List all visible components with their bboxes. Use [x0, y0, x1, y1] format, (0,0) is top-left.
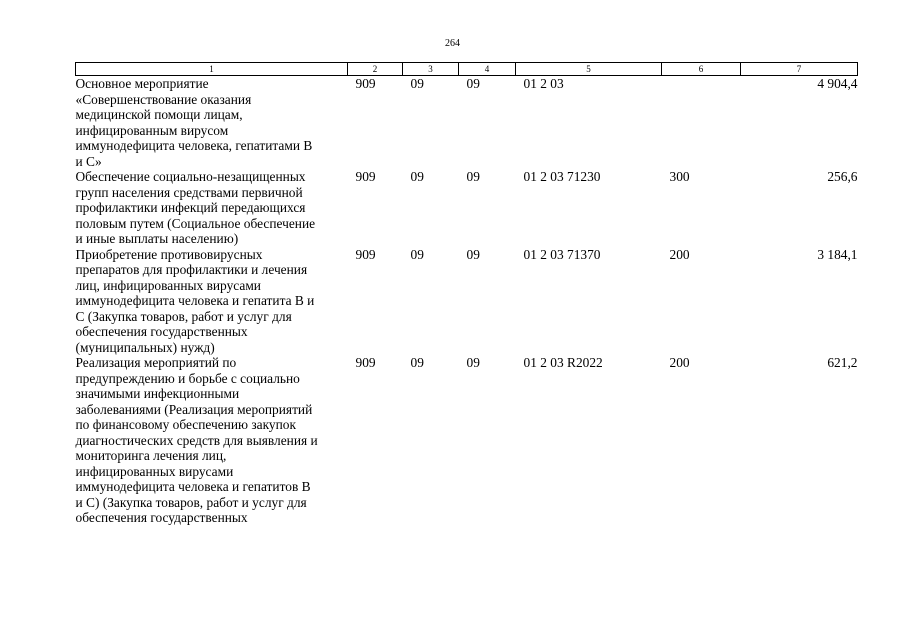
row-name-line: диагностических средств для выявления и [75, 432, 318, 448]
table-header [76, 63, 858, 76]
row-subsection-code: 09 [466, 246, 480, 262]
row-name-cell [76, 247, 348, 356]
row-name-line: (муниципальных) нужд) [75, 339, 215, 355]
row-section-code: 09 [410, 76, 424, 91]
row-ministry-code: 909 [355, 355, 376, 370]
row-target-article-code: 01 2 03 R2022 [523, 355, 603, 370]
row-name-line: и С» [75, 153, 102, 169]
row-name-line: Обеспечение социально-незащищенных [75, 169, 306, 184]
row-name-line: половым путем (Социальное обеспечение [75, 215, 316, 231]
row-name-line: иммунодефицита человека, гепатитами В [75, 138, 313, 153]
row-target-article-code: 01 2 03 71370 [523, 246, 601, 262]
table-body [76, 76, 858, 526]
table-row [76, 247, 858, 356]
row-name-line: препаратов для профилактики и лечения [75, 262, 308, 277]
row-name-line: «Совершенствование оказания [75, 91, 252, 107]
row-amount: 256,6 [827, 169, 858, 184]
row-name-line: Основное мероприятие [75, 76, 209, 91]
page-number: 264 [445, 38, 460, 49]
row-subsection-code: 09 [466, 169, 480, 184]
row-name-line: мониторинга лечения лиц, [75, 448, 227, 463]
row-name-line: и С) (Закупка товаров, работ и услуг для [75, 494, 307, 510]
row-section-code: 09 [410, 246, 424, 262]
row-name-line: обеспечения государственных [75, 324, 248, 339]
table-row [76, 169, 858, 247]
row-name-line: предупреждению и борьбе с социально [75, 370, 300, 386]
row-ministry-code: 909 [355, 246, 376, 262]
table-row [76, 355, 858, 526]
header-row [76, 63, 858, 76]
table-row [76, 76, 858, 170]
row-name-line: иммунодефицита человека и гепатита В и [75, 293, 315, 308]
row-name-line: групп населения средствами первичной [75, 184, 303, 200]
row-subsection-code: 09 [466, 76, 480, 91]
header-col-3: 3 [403, 63, 459, 76]
row-expense-type-code: 200 [669, 355, 690, 370]
header-col-5: 5 [516, 63, 662, 76]
row-name-cell [76, 169, 348, 247]
row-name-line: Реализация мероприятий по [75, 355, 237, 370]
row-target-article-code: 01 2 03 71230 [523, 169, 601, 184]
row-name-line: С (Закупка товаров, работ и услуг для [75, 308, 292, 324]
row-name-line: медицинской помощи лицам, [75, 107, 243, 122]
row-amount: 3 184,1 [817, 246, 858, 262]
row-name-line: лиц, инфицированных вирусами [75, 277, 261, 293]
row-target-article-code: 01 2 03 [523, 76, 564, 91]
row-name-line: заболеваниями (Реализация мероприятий [75, 401, 313, 417]
row-expense-type-code: 200 [669, 246, 690, 262]
row-name-line: профилактики инфекций передающихся [75, 200, 306, 215]
row-expense-type-code: 300 [669, 169, 690, 184]
row-amount: 4 904,4 [817, 76, 858, 91]
header-col-6: 6 [662, 63, 741, 76]
row-subsection-code: 09 [466, 355, 480, 370]
row-name-line: Приобретение противовирусных [75, 246, 263, 262]
row-name-line: по финансовому обеспечению закупок [75, 417, 296, 432]
header-col-1: 1 [76, 63, 348, 76]
row-section-code: 09 [410, 355, 424, 370]
row-section-code: 09 [410, 169, 424, 184]
row-name-line: значимыми инфекционными [75, 386, 240, 401]
header-col-7: 7 [741, 63, 858, 76]
row-name-line: иммунодефицита человека и гепатитов В [75, 479, 311, 494]
header-col-4: 4 [459, 63, 516, 76]
row-ministry-code: 909 [355, 169, 376, 184]
row-name-line: и иные выплаты населению) [75, 231, 239, 246]
row-ministry-code: 909 [355, 76, 376, 91]
row-name-line: инфицированным вирусом [75, 122, 229, 138]
budget-table [75, 62, 858, 526]
header-col-2: 2 [348, 63, 403, 76]
row-expense-type-code [662, 76, 741, 170]
row-name-cell [76, 76, 348, 170]
row-name-line: инфицированных вирусами [75, 463, 234, 479]
row-name-line: обеспечения государственных [75, 510, 248, 525]
row-amount: 621,2 [827, 355, 858, 370]
row-name-cell [76, 355, 348, 526]
